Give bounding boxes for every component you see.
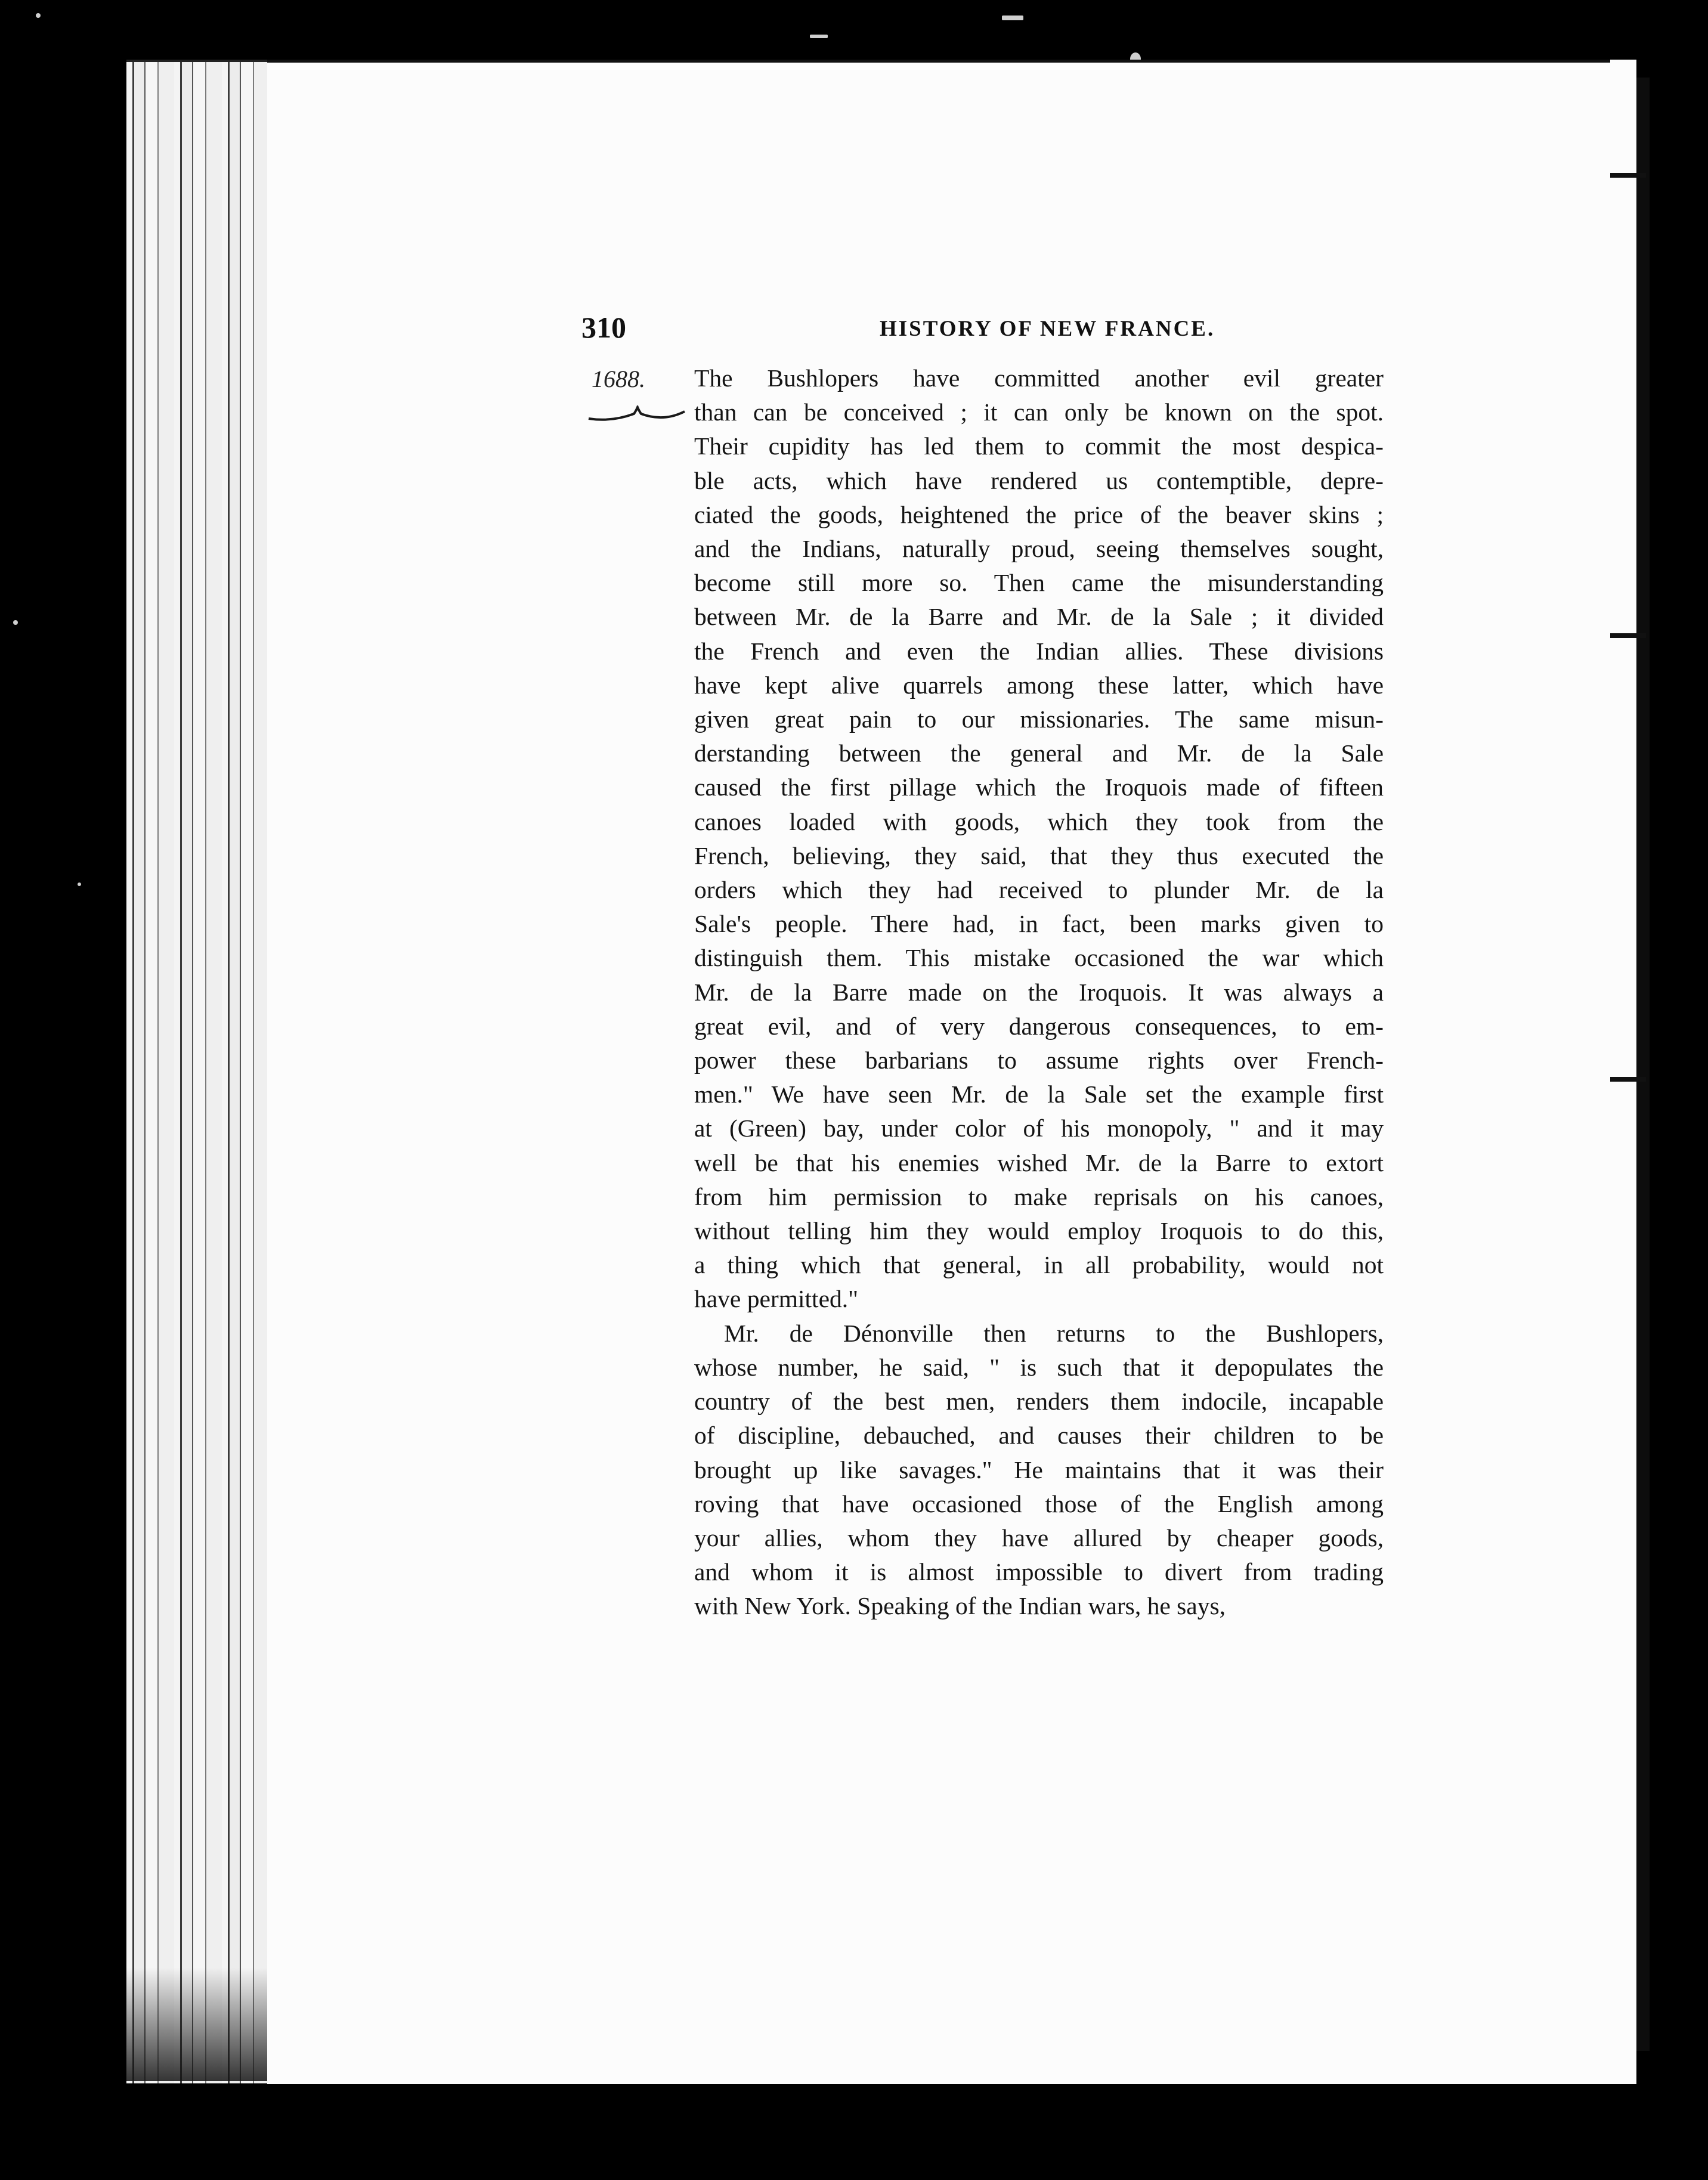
running-head: HISTORY OF NEW FRANCE. (880, 317, 1215, 341)
scan-speck (36, 13, 41, 18)
book-edge-shadow (126, 1968, 267, 2081)
text-line: whose number, he said, " is such that it depopulates the (694, 1353, 1384, 1381)
text-line: a thing which that general, in all probability, would not (694, 1251, 1384, 1279)
facing-page-edge (1636, 78, 1650, 2051)
page-header (0, 310, 1708, 346)
scan-speck (810, 35, 828, 38)
text-line: at (Green) bay, under color of his monopoly, " and it may (694, 1114, 1384, 1142)
margin-year: 1688. (592, 366, 645, 392)
text-line: become still more so. Then came the misunderstanding (694, 569, 1384, 597)
text-line: Sale's people. There had, in fact, been marks given to (694, 910, 1384, 938)
scan-speck (78, 882, 81, 886)
text-line: men." We have seen Mr. de la Sale set the example first (694, 1080, 1384, 1108)
text-line: great evil, and of very dangerous consequences, to em- (694, 1012, 1384, 1040)
text-line: Mr. de Dénonville then returns to the Bushlopers, (724, 1319, 1384, 1347)
text-line: the French and even the Indian allies. These divisions (694, 637, 1384, 665)
text-line: of discipline, debauched, and causes their children to be (694, 1422, 1384, 1450)
text-line: than can be conceived ; it can only be known on the spot. (694, 398, 1384, 426)
scan-speck (1002, 16, 1023, 20)
text-line: ble acts, which have rendered us contemptible, depre- (694, 466, 1384, 494)
text-line: have permitted." (694, 1285, 859, 1313)
page-number: 310 (581, 311, 626, 344)
text-line: Mr. de la Barre made on the Iroquois. It was always a (694, 978, 1384, 1006)
text-line: canoes loaded with goods, which they took from the (694, 807, 1384, 835)
text-line: The Bushlopers have committed another evil greater (694, 364, 1384, 392)
text-line: and whom it is almost impossible to divert from trading (694, 1558, 1384, 1586)
text-line: well be that his enemies wished Mr. de la Barre to extort (694, 1148, 1384, 1176)
text-line: without telling him they would employ Iroquois to do this, (694, 1217, 1384, 1245)
text-line: caused the first pillage which the Iroquois made of fifteen (694, 773, 1384, 801)
text-line: Their cupidity has led them to commit the most despica- (694, 432, 1384, 460)
text-line: between Mr. de la Barre and Mr. de la Sale ; it divided (694, 603, 1384, 631)
text-line: distinguish them. This mistake occasioned the war which (694, 944, 1384, 972)
text-line: your allies, whom they have allured by cheaper goods, (694, 1523, 1384, 1552)
text-line: orders which they had received to plunder Mr. de la (694, 876, 1384, 904)
paragraph (694, 1317, 1384, 1624)
book-fore-edge (126, 60, 267, 2083)
text-line: and the Indians, naturally proud, seeing themselves sought, (694, 535, 1384, 563)
text-line: power these barbarians to assume rights over French- (694, 1046, 1384, 1074)
page-tab-mark (1610, 173, 1646, 178)
text-line: French, believing, they said, that they thus executed the (694, 841, 1384, 869)
text-line: ciated the goods, heightened the price of the beaver skins ; (694, 500, 1384, 528)
text-line: brought up like savages." He maintains that it was their (694, 1456, 1384, 1484)
page-tab-mark (1610, 633, 1646, 638)
text-line: from him permission to make reprisals on his canoes, (694, 1182, 1384, 1210)
scan-speck (13, 620, 18, 625)
text-line: roving that have occasioned those of the English among (694, 1490, 1384, 1518)
text-line: have kept alive quarrels among these latter, which have (694, 671, 1384, 699)
page-right-margin (1610, 60, 1636, 2081)
text-line: given great pain to our missionaries. The same misun- (694, 705, 1384, 733)
paragraph (694, 361, 1384, 1317)
text-line: country of the best men, renders them indocile, incapable (694, 1388, 1384, 1416)
body-text (694, 361, 1384, 1624)
text-line: derstanding between the general and Mr. de la Sale (694, 739, 1384, 767)
brace-ornament (587, 405, 686, 423)
text-line: with New York. Speaking of the Indian wars, he says, (694, 1592, 1226, 1620)
page-tab-mark (1610, 1077, 1646, 1082)
